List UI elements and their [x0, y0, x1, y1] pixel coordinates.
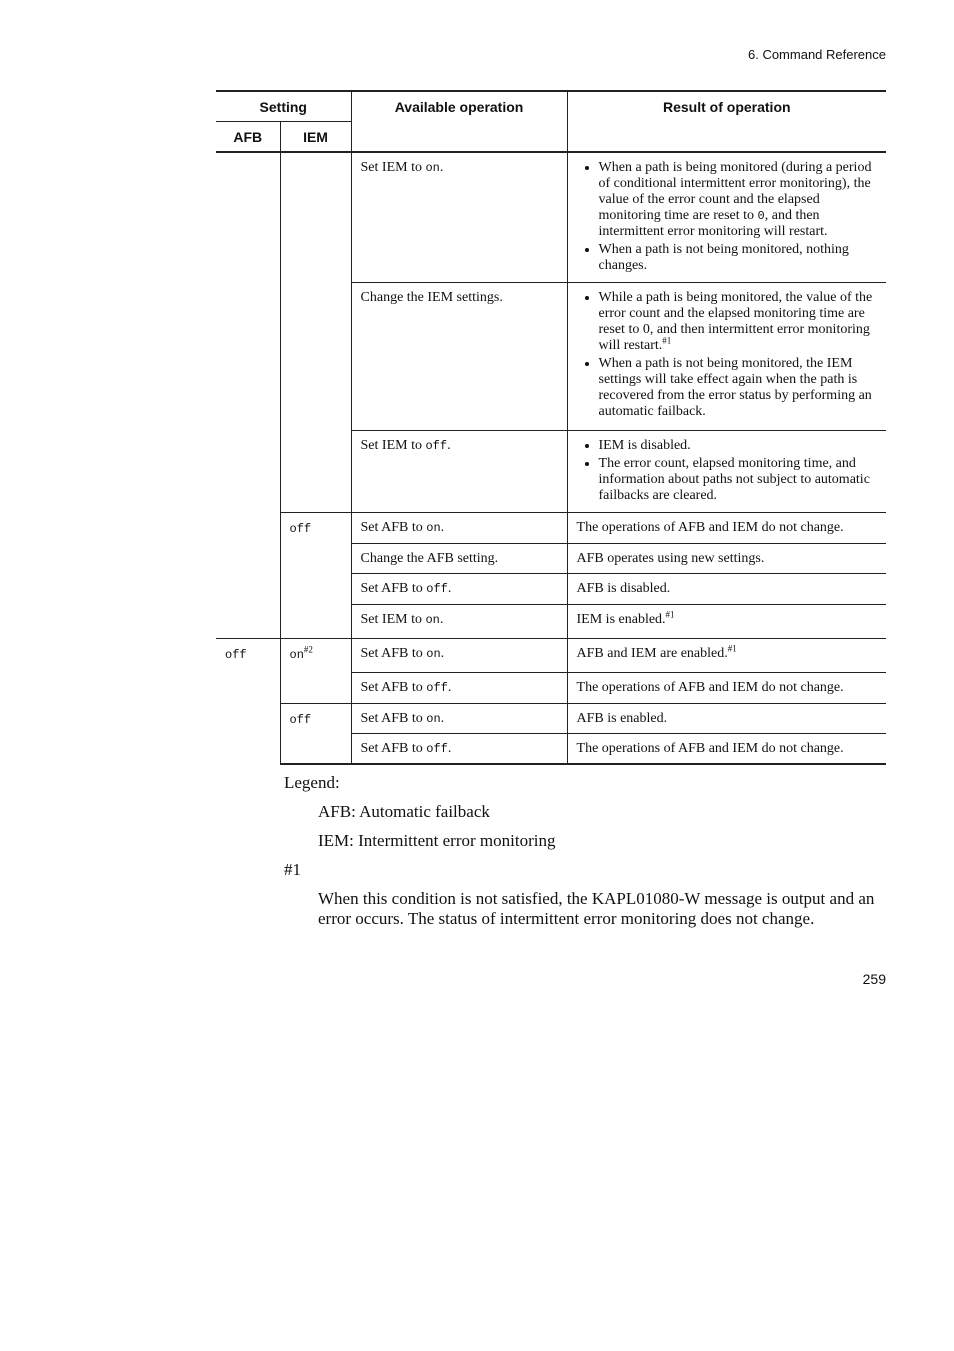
- list-item: • When a path is not being monitored, the IEM settings will take effect again when the path is recovered from the error status by performing an automatic failback.: [599, 356, 877, 420]
- iem-cell: off: [280, 704, 351, 765]
- setting-header: Setting: [216, 91, 351, 121]
- legend-afb: AFB: Automatic failback: [318, 802, 490, 821]
- operation-cell: Set IEM to on.: [351, 605, 567, 639]
- operation-cell: Set AFB to off.: [351, 734, 567, 765]
- legend: [284, 773, 886, 929]
- result-list: [577, 160, 877, 274]
- result-cell: The operations of AFB and IEM do not change.: [567, 513, 886, 544]
- legend-iem: IEM: Intermittent error monitoring: [318, 831, 556, 850]
- footnote-ref: #1: [665, 609, 675, 620]
- afb-cell: [216, 152, 280, 639]
- list-item: • When a path is not being monitored, nothing changes.: [599, 242, 877, 274]
- iem-cell: $on^{\#2}$: [280, 639, 351, 704]
- operation-cell: Set AFB to on.: [351, 704, 567, 734]
- running-header: 6. Command Reference: [747, 47, 886, 62]
- footnote-mark: #1: [284, 860, 301, 879]
- result-list: [577, 438, 877, 504]
- operation-cell: Set IEM to off.: [351, 431, 567, 513]
- command-reference-table: [216, 90, 886, 765]
- result-cell: AFB and IEM are enabled.$^{\#1}$: [567, 639, 886, 673]
- list-item: • When a path is being monitored (during a period of conditional intermittent error monitoring), the value of the error count and the elapsed monitoring time are reset to 0, and then intermittent error monitoring will restart.: [599, 160, 877, 240]
- page-number: 259: [862, 971, 886, 987]
- operation-cell: Set AFB to off.: [351, 673, 567, 704]
- afb-header: AFB: [216, 121, 280, 152]
- result-cell: IEM is enabled.$^{\#1}$: [567, 605, 886, 639]
- legend-title: Legend:: [284, 773, 340, 792]
- result-cell: The operations of AFB and IEM do not change.: [567, 673, 886, 704]
- operation-cell: Change the AFB setting.: [351, 544, 567, 574]
- list-item: • The error count, elapsed monitoring time, and information about paths not subject to automatic failbacks are cleared.: [599, 456, 877, 504]
- available-operation-header: Available operation: [351, 91, 567, 152]
- footnote-ref: #2: [303, 644, 313, 655]
- result-header: Result of operation: [567, 91, 886, 152]
- result-cell: [567, 431, 886, 513]
- table-row: [216, 152, 886, 283]
- operation-cell: Set IEM to on.: [351, 152, 567, 283]
- result-cell: [567, 283, 886, 431]
- result-cell: [567, 152, 886, 283]
- table-row: [216, 704, 886, 734]
- result-cell: The operations of AFB and IEM do not change.: [567, 734, 886, 765]
- operation-cell: Change the IEM settings.: [351, 283, 567, 431]
- afb-cell: off: [216, 639, 280, 765]
- operation-cell: Set AFB to off.: [351, 574, 567, 605]
- footnote-text: When this condition is not satisfied, the KAPL01080-W message is output and an error occurs. The status of intermittent error monitoring does not change.: [318, 889, 875, 928]
- result-list: [577, 290, 877, 420]
- result-cell: AFB operates using new settings.: [567, 544, 886, 574]
- footnote-ref: #1: [727, 643, 737, 654]
- operation-cell: Set AFB to on.: [351, 513, 567, 544]
- iem-header: IEM: [280, 121, 351, 152]
- table-row: [216, 513, 886, 544]
- footnote-ref: #1: [662, 335, 672, 346]
- list-item: • While a path is being monitored, the value of the error count and the elapsed monitoring time are reset to 0, and then intermittent error monitoring will restart.$^{\#1}$: [599, 290, 877, 354]
- iem-cell: off: [280, 513, 351, 639]
- iem-cell: [280, 152, 351, 513]
- result-cell: AFB is disabled.: [567, 574, 886, 605]
- table-row: [216, 639, 886, 673]
- list-item: • IEM is disabled.: [599, 438, 877, 454]
- result-cell: AFB is enabled.: [567, 704, 886, 734]
- operation-cell: Set AFB to on.: [351, 639, 567, 673]
